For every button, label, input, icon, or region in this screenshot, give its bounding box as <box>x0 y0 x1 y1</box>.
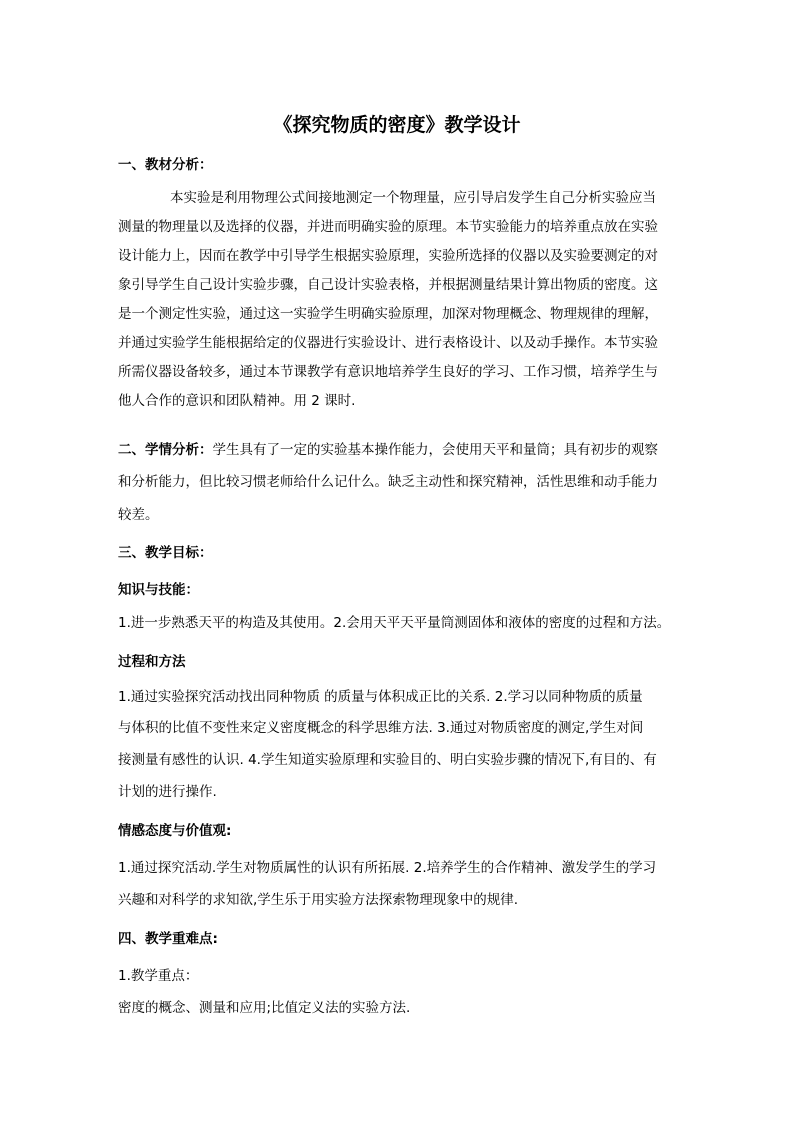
section1-line-1: 本实验是利用物理公式间接地测定一个物理量，应引导启发学生自己分析实验应当 <box>170 190 656 206</box>
section1-line-5: 是一个测定性实验，通过这一实验学生明确实验原理，加深对物理概念、物理规律的理解， <box>118 306 658 322</box>
process-line-2: 与体积的比值不变性来定义密度概念的科学思维方法. 3.通过对物质密度的测定,学生对间 <box>118 720 644 736</box>
section1-line-7: 所需仪器设备较多，通过本节课教学有意识地培养学生良好的学习、工作习惯，培养学生与 <box>118 364 658 380</box>
section2-first-line <box>118 440 658 460</box>
section1-line-8: 他人合作的意识和团队精神。用 2 课时. <box>118 393 356 409</box>
document-title: 《探究物质的密度》教学设计 <box>273 114 521 136</box>
section4-heading: 四、教学重难点: <box>118 931 218 947</box>
section1-line-4: 象引导学生自己设计实验步骤，自己设计实验表格，并根据测量结果计算出物质的密度。这 <box>118 277 658 293</box>
section1-line-3: 设计能力上，因而在教学中引导学生根据实验原理，实验所选择的仪器以及实验要测定的对 <box>118 248 658 264</box>
section1-heading: 一、教材分析： <box>118 157 213 173</box>
knowledge-heading: 知识与技能： <box>118 582 199 598</box>
emotion-line-1: 1.通过探究活动.学生对物质属性的认识有所拓展. 2.培养学生的合作精神、激发学生的学习 <box>118 860 657 876</box>
section2-line-1: 学生具有了一定的实验基本操作能力，会使用天平和量筒；具有初步的观察 <box>212 442 658 458</box>
process-line-1: 1.通过实验探究活动找出同种物质 的质量与体积成正比的关系. 2.学习以同种物质的质量 <box>118 689 643 705</box>
section1-line-6: 并通过实验学生能根据给定的仪器进行实验设计、进行表格设计、以及动手操作。本节实验 <box>118 335 658 351</box>
section3-heading: 三、教学目标： <box>118 545 213 561</box>
knowledge-line: 1.进一步熟悉天平的构造及其使用。2.会用天平天平量筒测固体和液体的密度的过程和方法。 <box>118 615 671 631</box>
emotion-line-2: 兴趣和对科学的求知欲,学生乐于用实验方法探索物理现象中的规律. <box>118 892 519 908</box>
section2-heading: 二、学情分析： <box>118 442 213 458</box>
process-heading: 过程和方法 <box>118 654 186 670</box>
key-point-text: 密度的概念、测量和应用;比值定义法的实验方法. <box>118 1000 411 1016</box>
section2-line-2: 和分析能力，但比较习惯老师给什么记什么。缺乏主动性和探究精神，活性思维和动手能力 <box>118 474 658 490</box>
emotion-heading: 情感态度与价值观: <box>118 823 232 839</box>
process-line-4: 计划的进行操作. <box>118 784 217 800</box>
process-line-3: 接测量有感性的认识. 4.学生知道实验原理和实验目的、明白实验步骤的情况下,有目的、有 <box>118 752 657 768</box>
section1-line-2: 测量的物理量以及选择的仪器，并进而明确实验的原理。本节实验能力的培养重点放在实验 <box>118 219 658 235</box>
key-point-label: 1.教学重点： <box>118 968 199 984</box>
section2-line-3: 较差。 <box>118 507 159 523</box>
